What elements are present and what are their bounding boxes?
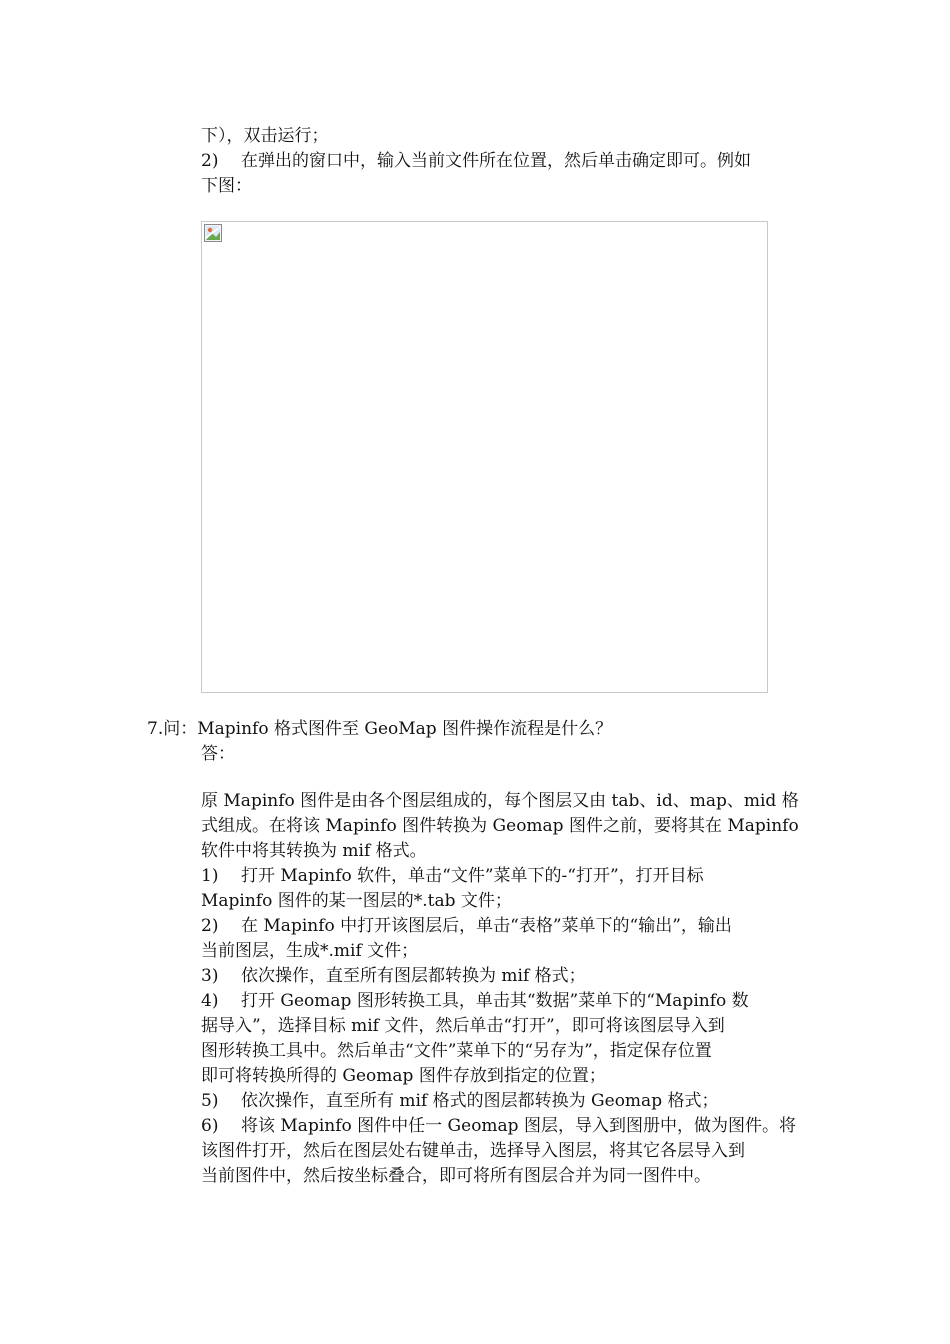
step-number: 5) [201, 1091, 219, 1111]
step-2-line-2: 当前图层，生成*.mif 文件； [201, 941, 419, 961]
answer-label-block [201, 742, 811, 767]
top-section [201, 124, 811, 199]
step-text: 打开 Geomap 图形转换工具，单击其“数据”菜单下的“Mapinfo 数 [241, 991, 749, 1011]
step-3-line-1 [201, 964, 811, 989]
step-2-line-2: 下图： [201, 176, 252, 196]
step-6-line-3: 当前图件中，然后按坐标叠合，即可将所有图层合并为同一图件中。 [201, 1166, 711, 1186]
continuation-line: 下），双击运行； [201, 126, 329, 146]
intro-line: 软件中将其转换为 mif 格式。 [201, 841, 427, 861]
step-4-line-1 [201, 989, 811, 1014]
step-number: 2) [201, 916, 219, 936]
step-6-line-1 [201, 1114, 811, 1139]
step-1-line-1 [201, 864, 811, 889]
answer-body [201, 789, 811, 1189]
step-4-line-4: 即可将转换所得的 Geomap 图件存放到指定的位置； [201, 1066, 606, 1086]
step-number: 2) [201, 151, 219, 171]
step-6-line-2: 该图件打开，然后在图层处右键单击，选择导入图层，将其它各层导入到 [201, 1141, 745, 1161]
step-number: 4) [201, 991, 219, 1011]
step-2-line-1 [201, 149, 811, 174]
step-number: 1) [201, 866, 219, 886]
step-text: 在 Mapinfo 中打开该图层后，单击“表格”菜单下的“输出”，输出 [241, 916, 732, 936]
step-text: 在弹出的窗口中，输入当前文件所在位置，然后单击确定即可。例如 [241, 151, 751, 171]
step-number: 6) [201, 1116, 219, 1136]
answer-label: 答： [201, 744, 235, 764]
step-4-line-3: 图形转换工具中。然后单击“文件”菜单下的“另存为”，指定保存位置 [201, 1041, 712, 1061]
step-2-line-1 [201, 914, 811, 939]
step-text: 依次操作，直至所有 mif 格式的图层都转换为 Geomap 格式； [241, 1091, 719, 1111]
intro-line: 式组成。在将该 Mapinfo 图件转换为 Geomap 图件之前，要将其在 Mapinfo [201, 816, 799, 836]
question-title: 7.问：Mapinfo 格式图件至 GeoMap 图件操作流程是什么？ [147, 719, 613, 739]
intro-line: 原 Mapinfo 图件是由各个图层组成的，每个图层又由 tab、id、map、mid 格 [201, 791, 799, 811]
step-text: 依次操作，直至所有图层都转换为 mif 格式； [241, 966, 586, 986]
step-5-line-1 [201, 1089, 811, 1114]
step-text: 将该 Mapinfo 图件中任一 Geomap 图层，导入到图册中，做为图件。将 [241, 1116, 796, 1136]
step-1-line-2: Mapinfo 图件的某一图层的*.tab 文件； [201, 891, 512, 911]
broken-image-icon [204, 224, 222, 242]
step-text: 打开 Mapinfo 软件，单击“文件”菜单下的-“打开”，打开目标 [241, 866, 704, 886]
step-4-line-2: 据导入”，选择目标 mif 文件，然后单击“打开”，即可将该图层导入到 [201, 1016, 725, 1036]
image-placeholder [201, 221, 768, 693]
step-number: 3) [201, 966, 219, 986]
